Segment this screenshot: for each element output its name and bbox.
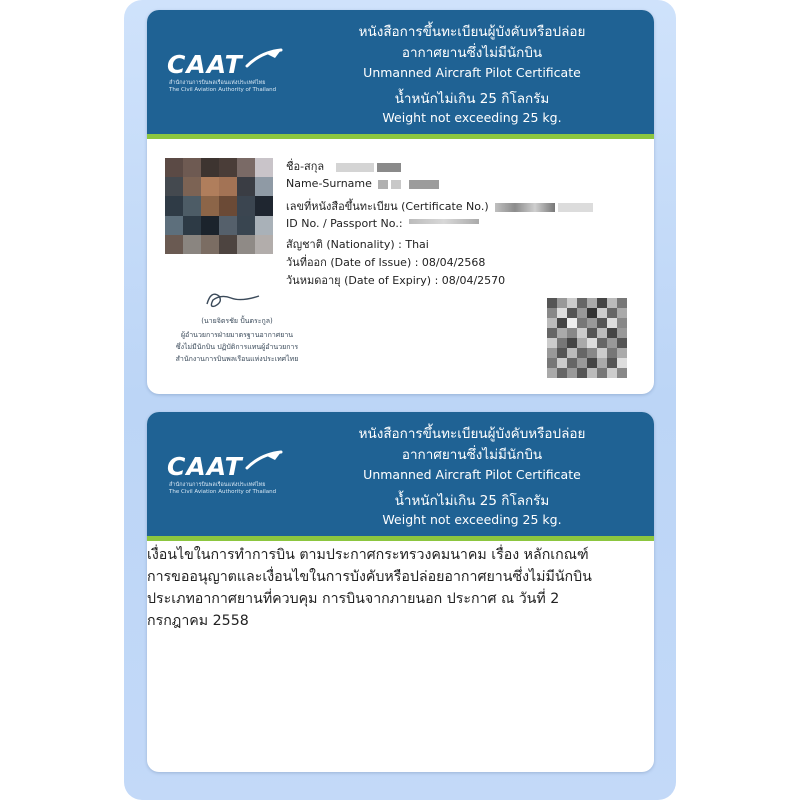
certificate-header xyxy=(147,10,654,134)
logo-swoosh-icon xyxy=(245,450,283,472)
logo-wordmark: CAAT xyxy=(167,452,243,481)
header-weight-en: Weight not exceeding 25 kg. xyxy=(382,110,562,125)
logo-subtitle-th: สำนักงานการบินพลเรือนแห่งประเทศไทย xyxy=(169,482,266,488)
header-title-th-line1: หนังสือการขึ้นทะเบียนผู้บังคับหรือปล่อย xyxy=(358,24,586,40)
logo-subtitle-en: The Civil Aviation Authority of Thailand xyxy=(169,489,277,495)
date-of-issue-field: วันที่ออก (Date of Issue) : 08/04/2568 xyxy=(286,256,486,269)
signatory-name: (นายจิตรชัย ปั้นตระกูล) xyxy=(201,317,273,325)
id-passport-label: ID No. / Passport No.: xyxy=(286,217,403,230)
redacted-value xyxy=(495,203,555,212)
logo-swoosh-icon xyxy=(245,48,283,70)
caat-logo xyxy=(167,452,282,500)
nationality-field: สัญชาติ (Nationality) : Thai xyxy=(286,238,429,251)
name-en-label: Name-Surname xyxy=(286,177,372,190)
logo-subtitle-th: สำนักงานการบินพลเรือนแห่งประเทศไทย xyxy=(169,80,266,86)
redacted-value xyxy=(378,180,388,189)
logo-subtitle xyxy=(169,482,276,496)
conditions-line: ประเภทอากาศยานที่ควบคุม การบินจากภายนอก ประกาศ ณ วันที่ 2 xyxy=(147,591,560,607)
certificate-front-card xyxy=(147,10,654,394)
header-accent-line xyxy=(147,134,654,139)
header-title-en: Unmanned Aircraft Pilot Certificate xyxy=(363,65,581,80)
header-accent-line xyxy=(147,536,654,541)
holder-photo-pixelated xyxy=(165,158,273,254)
certificate-number-field xyxy=(286,197,593,215)
conditions-line: การขออนุญาตและเงื่อนไขในการบังคับหรือปล่อยอากาศยานซึ่งไม่มีนักบิน xyxy=(147,569,592,585)
logo-subtitle-en: The Civil Aviation Authority of Thailand xyxy=(169,87,277,93)
header-title-th-line2: อากาศยานซึ่งไม่มีนักบิน xyxy=(401,45,543,61)
name-th-label: ชื่อ-สกุล xyxy=(286,160,325,173)
header-weight-th: น้ำหนักไม่เกิน 25 กิโลกรัม xyxy=(394,493,550,509)
redacted-value xyxy=(377,163,401,172)
header-title-en: Unmanned Aircraft Pilot Certificate xyxy=(363,467,581,482)
certificate-header xyxy=(147,412,654,536)
flight-conditions-text xyxy=(147,544,639,632)
certificate-number-label: เลขที่หนังสือขึ้นทะเบียน (Certificate No.) xyxy=(286,200,489,213)
redacted-value xyxy=(391,180,401,189)
conditions-line: เงื่อนไขในการทำการบิน ตามประกาศกระทรวงคมนาคม เรื่อง หลักเกณฑ์ xyxy=(147,547,589,563)
redacted-value xyxy=(409,180,439,189)
director-signature xyxy=(201,286,265,314)
header-title-th-line1: หนังสือการขึ้นทะเบียนผู้บังคับหรือปล่อย xyxy=(358,426,586,442)
name-en-field xyxy=(286,177,439,190)
redacted-value xyxy=(558,203,593,212)
signatory-position-line1: ผู้อำนวยการฝ่ายมาตรฐานอากาศยาน xyxy=(180,331,294,339)
signatory-position-line2: ซึ่งไม่มีนักบิน ปฏิบัติการแทนผู้อำนวยการ xyxy=(175,343,299,351)
signatory-position-line3: สำนักงานการบินพลเรือนแห่งประเทศไทย xyxy=(175,355,299,363)
redacted-value xyxy=(336,163,374,172)
redacted-value xyxy=(409,219,479,224)
id-passport-field xyxy=(286,217,479,230)
caat-logo xyxy=(167,50,282,98)
header-weight-en: Weight not exceeding 25 kg. xyxy=(382,512,562,527)
qr-code-pixelated xyxy=(547,298,627,378)
certificate-back-card xyxy=(147,412,654,772)
logo-wordmark: CAAT xyxy=(167,50,243,79)
logo-subtitle xyxy=(169,80,276,94)
header-title-th-line2: อากาศยานซึ่งไม่มีนักบิน xyxy=(401,447,543,463)
date-of-expiry-field: วันหมดอายุ (Date of Expiry) : 08/04/2570 xyxy=(286,274,506,287)
header-weight-th: น้ำหนักไม่เกิน 25 กิโลกรัม xyxy=(394,91,550,107)
name-th-field xyxy=(286,157,401,175)
conditions-line: กรกฎาคม 2558 xyxy=(147,613,249,629)
